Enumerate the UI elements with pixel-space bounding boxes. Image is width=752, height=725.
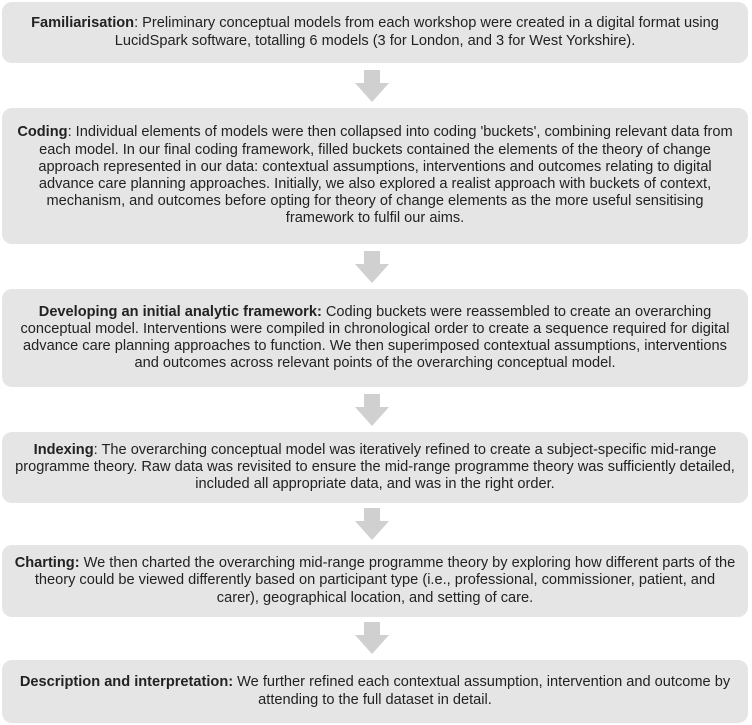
step-coding-title: Coding [17, 124, 68, 141]
step-analytic-framework-content [12, 304, 738, 373]
step-analytic-framework-text: Coding buckets were reassembled to create an overarching conceptual model. Interventions were compiled in chronological order to create a sequence required for digital advance care planning approaches to function. We then superimposed contextual assumptions, interventions and outcomes across relevant points of the overarching conceptual model. [20, 303, 730, 372]
step-charting-title: Charting: [14, 555, 80, 572]
step-description-interpretation [2, 660, 748, 723]
step-familiarisation-text: : Preliminary conceptual models from each workshop were created in a digital format using LucidSpark software, totalling 6 models (3 for London, and 3 for West Yorkshire). [114, 15, 719, 49]
step-description-interpretation-content [12, 674, 738, 708]
step-coding [2, 108, 748, 244]
step-familiarisation [2, 2, 748, 63]
step-description-interpretation-title: Description and interpretation: [19, 674, 234, 691]
step-charting [2, 545, 748, 617]
flow-arrow-4 [355, 508, 389, 540]
flow-arrow-2 [355, 251, 389, 283]
step-coding-content [12, 124, 738, 227]
step-familiarisation-title: Familiarisation [31, 15, 135, 32]
down-arrow-icon [355, 394, 389, 426]
step-indexing-content [12, 442, 738, 494]
step-analytic-framework-title: Developing an initial analytic framework: [38, 303, 322, 320]
down-arrow-icon [355, 508, 389, 540]
flow-arrow-5 [355, 622, 389, 654]
flow-arrow-3 [355, 394, 389, 426]
step-analytic-framework [2, 289, 748, 387]
down-arrow-icon [355, 251, 389, 283]
step-indexing-text: : The overarching conceptual model was iteratively refined to create a subject-specific mid-range programme theory. Raw data was revisited to ensure the mid-range programme theory was sufficiently detailed, included all appropriate data, and was in the right order. [15, 441, 735, 493]
step-coding-text: : Individual elements of models were then collapsed into coding 'buckets', combining relevant data from each model. In our final coding framework, filled buckets contained the elements of the theory of change approach represented in our data: contextual assumptions, interventions and outcomes relating to digital advance care planning approaches. Initially, we also explored a realist approach with buckets of context, mechanism, and outcomes before opting for theory of change elements as the more useful sensitising framework to fulfil our aims. [38, 124, 733, 227]
step-charting-text: We then charted the overarching mid-range programme theory by exploring how different parts of the theory could be viewed differently based on participant type (i.e., professional, commissioner, patient, and carer), geographical location, and setting of care. [34, 555, 736, 606]
step-description-interpretation-text: We further refined each contextual assumption, intervention and outcome by attending to the full dataset in detail. [233, 674, 731, 708]
down-arrow-icon [355, 622, 389, 654]
step-indexing [2, 432, 748, 503]
step-familiarisation-content [12, 15, 738, 49]
down-arrow-icon [355, 70, 389, 102]
flow-arrow-1 [355, 70, 389, 102]
step-indexing-title: Indexing [33, 441, 94, 458]
step-charting-content [12, 555, 738, 607]
